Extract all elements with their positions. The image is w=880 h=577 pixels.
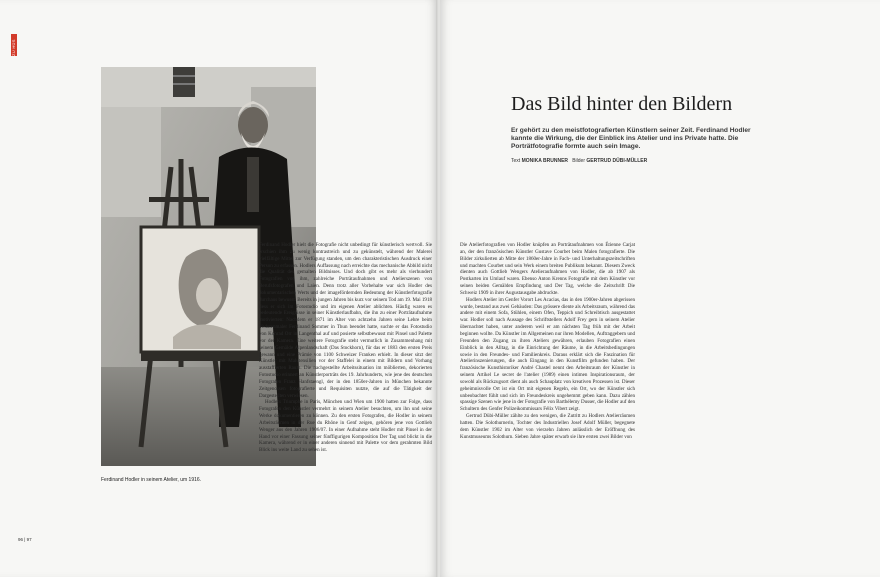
paragraph: Hodlers Triumphe in Paris, München und Wien um 1900 hatten zur Folge, dass Fotografen den Künstler vermehrt in seinem Atelier besuchten, um ihn und seine Werke dokumentieren zu können. Zu den ersten Fotografen, die Hodler in seinem Arbeitsräumen in der Rue du Rhône in Genf zeigen, gehören jene von Gottlieb Wenger aus den Jahren 1906/07. In einer Aufnahme steht Hodler mit Pinsel in der Hand vor einer Fassung seiner fünffigurigen Komposition Der Tag und blickt in die Kamera, während er in einer anderen sinnend mit Palette vor dem gerahmten Bild Blick ins weite Land zu sehen ist. [259,399,432,454]
paragraph: Gertrud Dübi-Müller zählte zu den wenigen, die Zutritt zu Hodlers Atelierräumen hatten. Die Solothurnerin, Tochter des Industriellen Josef Adolf Müller, begegnete dem Künstler 1902 im Alter von vierzehn Jahren anlässlich der Eröffnung des Kunstmuseums Solothurn. Sieben Jahre später erwarb sie ihre ersten zwei Bilder von [460,413,635,440]
paragraph: Die Atelierfotografien von Hodler knüpfen an Porträtaufnahmen von Étienne Carjat an, der den französischen Künstler Gustave Courbet beim Malen fotografierte. Die Bilder zirkulierten ab Mitte der 1860er-Jahre in Fach- und Unterhaltungszeitschriften und machten Courbet und sein Werk einem breiten Publikum bekannt. Diesem Zweck dienten auch Gottlieb Wengers Atelieraufnahmen von Hodler, die ab 1907 als Postkarten im Umlauf waren. Ebenso Anton Krenns Fotografie mit dem Künstler vor seinen beiden Gemälden Empfindung und Der Tag, welche die Zeitschrift Die Schweiz 1909 in ihrer Augustausgabe abdruckte. [460,242,635,296]
article-lead: Er gehört zu den meistfotografierten Künstlern seiner Zeit. Ferdinand Hodler kannte die Wirkung, die der Einblick ins Atelier und ins Private hatte. Die Porträtfotografie formte auch sein Image. [511,127,751,151]
article-column-1 [259,242,432,454]
article-column-2 [460,242,635,440]
article-title: Das Bild hinter den Bildern [511,93,733,115]
byline-photographer: GERTRUD DÜBI-MÜLLER [586,158,648,164]
byline-author: MONIKA BRUNNER [521,158,569,164]
page-numbers: 96 | 97 [18,537,32,542]
byline-text-label: Text [511,158,521,164]
paragraph: Hodlers Atelier im Genfer Vorort Les Acacias, das in den 1900er-Jahren abgerissen wurde, bestand aus zwei Gebäuden: Das grössere diente als Arbeitsraum, während das andere mit einem Sofa, Stühlen, einem Ofen, Teppich und Schreibtisch ausgestattet war. Hodler soll nach Aussage des Schriftstellers Adolf Frey gern in seinem Atelier übernachtet haben, unter anderem weil er am nächsten Tag früh mit der Arbeit beginnen wollte. Da Künstler im Allgemeinen nur ihren Modellen, Auftraggebern und Freunden den Zugang zu ihren Ateliers gewähren, erlauben Fotografien einen Einblick in den Alltag, in die Einrichtung der Räume, in die Arbeitsbedingungen sowie in den Freundes- und Familienkreis. Daraus erklärt sich die Faszination für Atelierinszenierungen, die auch Eingang in den Kunstfilm gefunden haben. Der französische Kunsthistoriker André Chastel nennt den Arbeitsraum der Künstler in seinem Artikel Le secret de l'atelier (1989) einen intimen Inspirationsraum, der sowohl als Rückzugsort dient als auch Schauplatz von kreativen Prozessen ist. Dieser geheimnisvolle Ort ist ein Ort mit eigenen Regeln, ein Ort, wo der Künstler sich unbeobachtet fühlt und sich im Freundeskreis ungehemmt geben kann. Dazu zählen spassige Szenen wie jene in der Fotografie von Barthélemy Dusser, die Hodler auf den Schultern des Genfer Polizeikommissars Félix Vibert zeigt. [460,296,635,413]
left-page [0,0,438,577]
section-tag-label: ZU HÜS [11,39,16,56]
byline [511,158,647,164]
byline-images-label: Bilder [572,158,586,164]
section-tag [11,34,17,56]
paragraph: Ferdinand Hodler hielt die Fotografie nicht unbedingt für künstlerisch wertvoll. Sie erschien ihm zu wenig kontrastreich und zu gekünstelt, während der Malerei vielfältige Mittel zur Verfügung standen, um den charakteristischen Ausdruck einer Person zu erfassen. Hodlers Auffassung nach erreichte das mechanische Abbild nicht die Qualität des gemalten Bildnisses. Und doch gibt es mehr als vierhundert Fotografien von ihm, zahlreiche Porträtaufnahmen und Atelierszenen von Berufsfotografen und Laien. Denn trotz aller Vorbehalte war sich Hodler des dokumentarischen Werts und der imagefördernden Bedeutung der Künstlerfotografie durchaus bewusst. Bereits in jungen Jahren bis kurz vor seinem Tod am 19. Mai 1918 liess er sich im Fotostudio und im eigenen Atelier ablichten. Häufig waren es bedeutende Ereignisse in seiner Künstlerlaufbahn, die ihn zu einer Porträtaufnahme motivierten: Nachdem er 1871 im Alter von achtzehn Jahren seine Lehre beim Vedutenmaler Ferdinand Sommer in Thun beendet hatte, suchte er das Fotostudio von Konrad Orr in Langenthal auf und posierte selbstbewusst mit Pinsel und Palette vor der Kamera. Eine weitere Fotografie steht vermutlich in Zusammenhang mit seinem Gemälde Alpenlandschaft (Das Stockhorn), für das er 1883 den ersten Preis gewann und eine Prämie von 1100 Schweizer Franken erhielt. In dieser sitzt der Künstler mit Malutensilien vor der Staffelei in einem mit Bildern und Vorhang ausstaffierten Raum. Die nachgestellte Arbeitssituation im möblierten, dekorierten Fotostudio erinnert an Künstlerporträts des 19. Jahrhunderts, wie jene des deutschen Fotografen Franz Hanfstaengl, der in den 1850er-Jahren in München bekannte Zeitgenossen fotografierte und Requisiten nutzte, die auf die Tätigkeit der Dargestellten verwiesen. [259,242,432,399]
photo-caption: Ferdinand Hodler in seinem Atelier, um 1916. [101,477,202,483]
